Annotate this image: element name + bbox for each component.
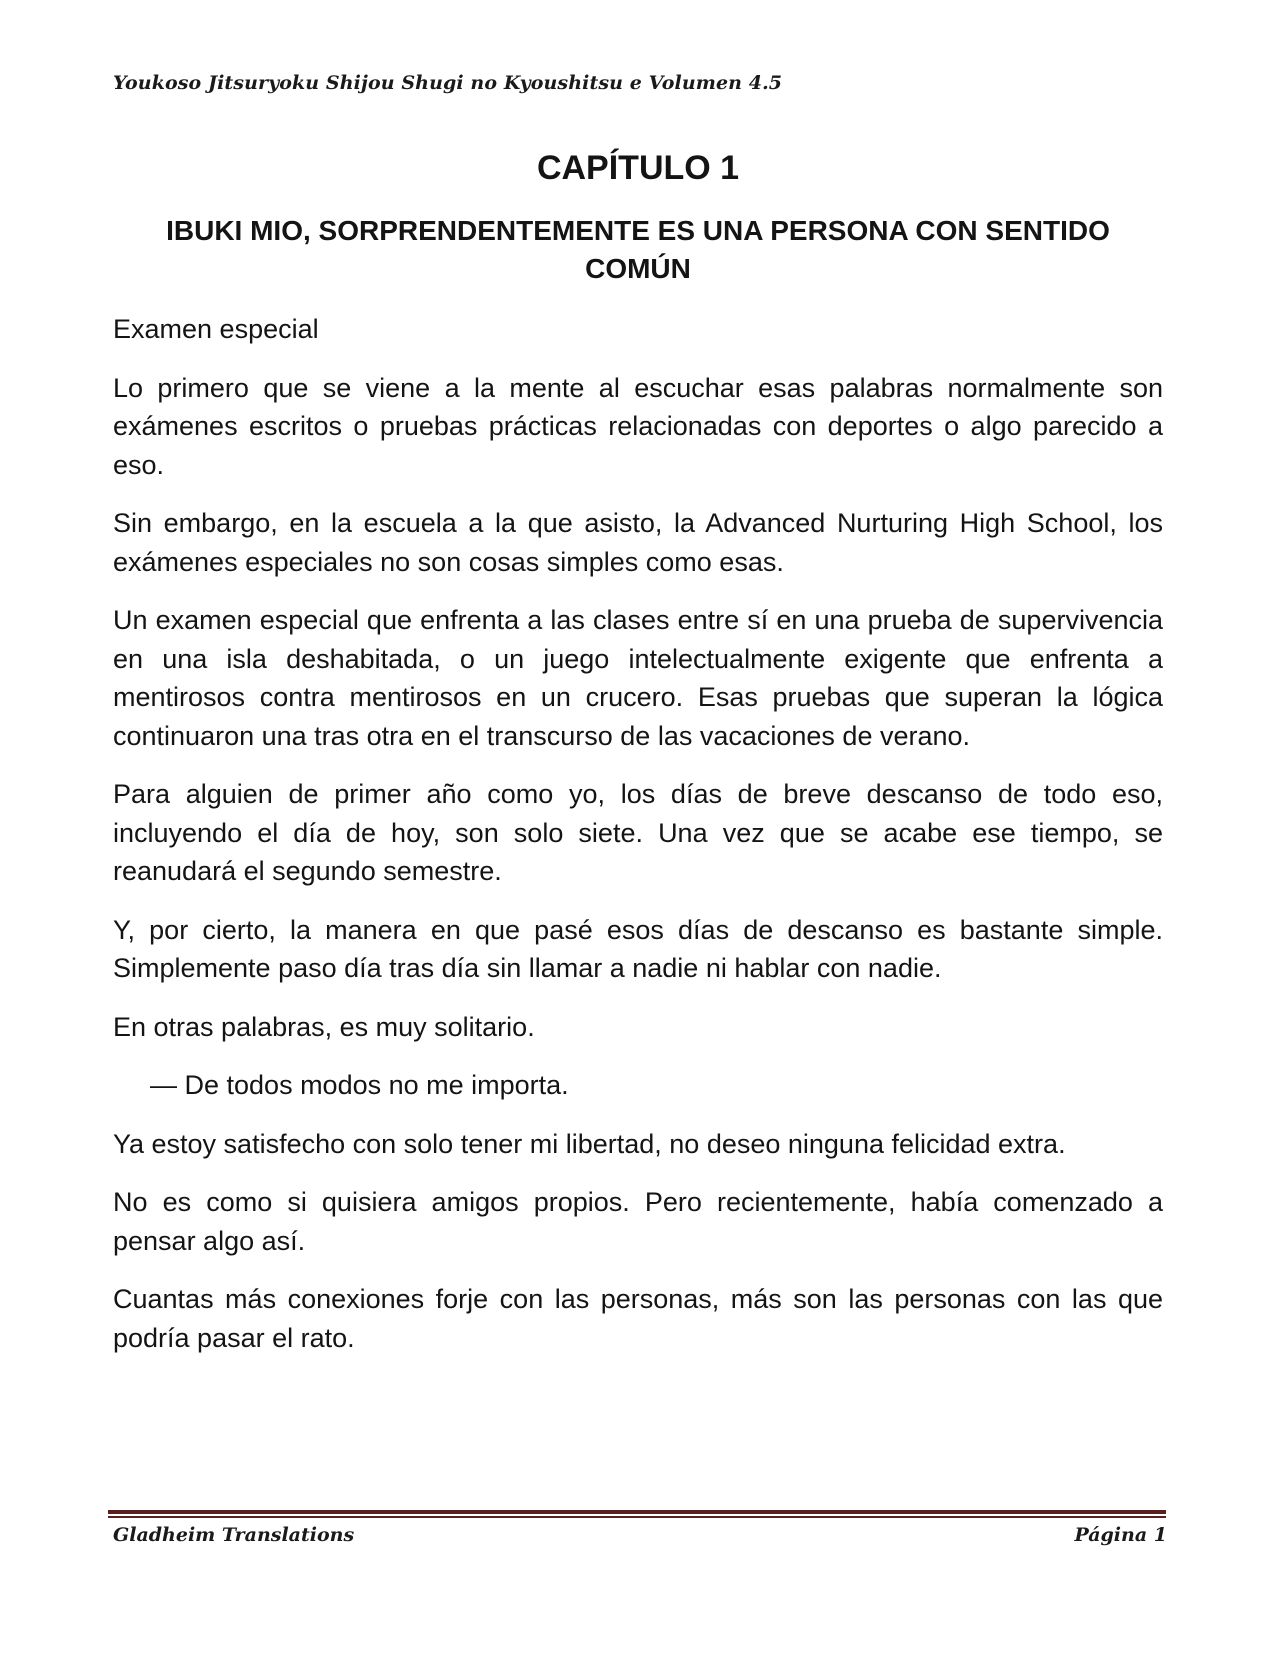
footer-divider [108, 1510, 1166, 1518]
paragraph: Para alguien de primer año como yo, los días de breve descanso de todo eso, incluyendo el día de hoy, son solo siete. Una vez que se acabe ese tiempo, se reanudará el segundo semestre. [113, 779, 1163, 886]
section-label: Examen especial [113, 314, 319, 344]
body-text [113, 310, 1163, 1377]
paragraph: No es como si quisiera amigos propios. Pero recientemente, había comenzado a pensar algo así. [113, 1187, 1163, 1256]
running-header: Youkoso Jitsuryoku Shijou Shugi no Kyoushitsu e Volumen 4.5 [113, 72, 783, 94]
paragraph: Lo primero que se viene a la mente al escuchar esas palabras normalmente son exámenes escritos o pruebas prácticas relacionadas con deportes o algo parecido a eso. [113, 372, 1163, 480]
footer-divider-thin [108, 1516, 1166, 1518]
footer-publisher: Gladheim Translations [113, 1524, 355, 1546]
paragraph: Ya estoy satisfecho con solo tener mi libertad, no deseo ninguna felicidad extra. [113, 1128, 1066, 1159]
chapter-subtitle: IBUKI MIO, SORPRENDENTEMENTE ES UNA PERSONA CON SENTIDO COMÚN [166, 215, 1110, 284]
paragraph: Sin embargo, en la escuela a la que asisto, la Advanced Nurturing High School, los exámenes especiales no son cosas simples como esas. [113, 508, 1163, 577]
dialogue-line: — De todos modos no me importa. [150, 1070, 569, 1100]
paragraph: Cuantas más conexiones forje con las personas, más son las personas con las que podría pasar el rato. [113, 1284, 1163, 1353]
paragraph: Y, por cierto, la manera en que pasé esos días de descanso es bastante simple. Simplemente paso día tras día sin llamar a nadie ni hablar con nadie. [113, 914, 1163, 983]
footer-page-number: Página 1 [1074, 1524, 1167, 1546]
chapter-title: CAPÍTULO 1 [536, 149, 740, 187]
paragraph: Un examen especial que enfrenta a las clases entre sí en una prueba de supervivencia en una isla deshabitada, o un juego intelectualmente exigente que enfrenta a mentirosos contra mentirosos en un crucero. Esas pruebas que superan la lógica continuaron una tras otra en el transcurso de las vacaciones de verano. [113, 605, 1163, 751]
paragraph: En otras palabras, es muy solitario. [113, 1011, 535, 1042]
footer-divider-thick [108, 1510, 1166, 1514]
